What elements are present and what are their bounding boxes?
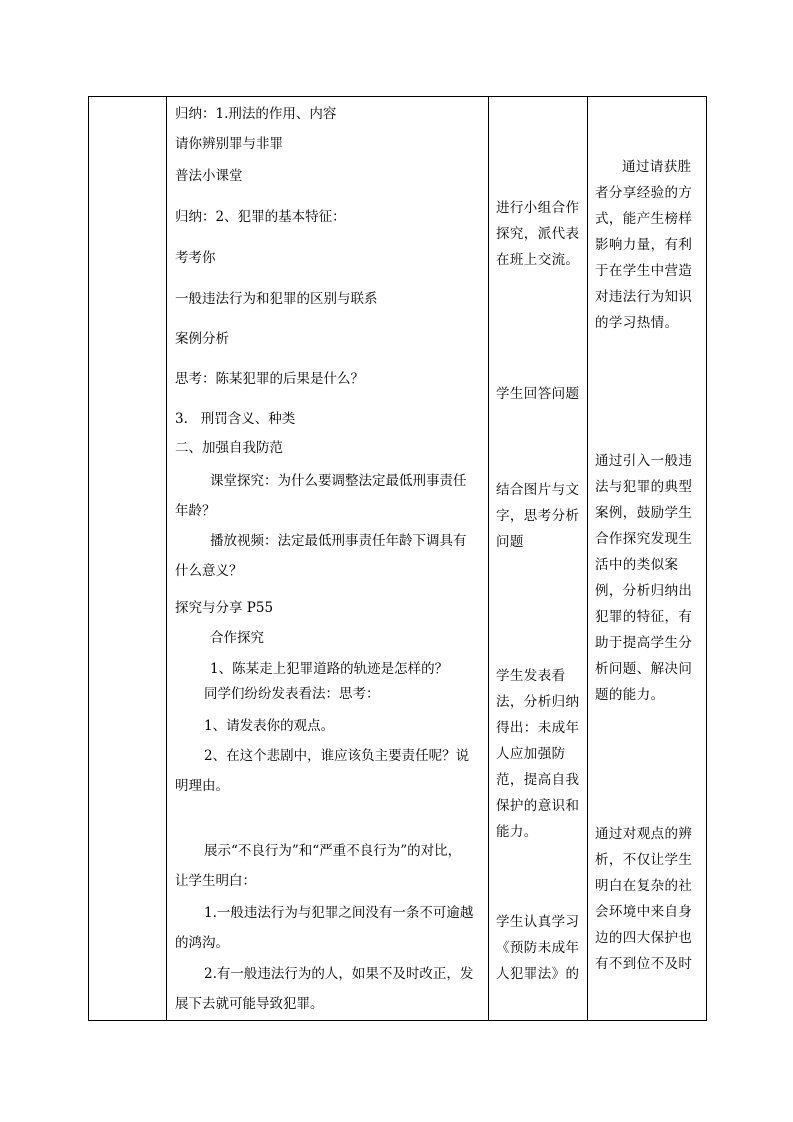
content-line: 展示“不良行为”和“严重不良行为”的对比，: [204, 843, 462, 859]
activity-line: 人犯罪法》的: [496, 966, 580, 982]
content-line: 1.一般违法行为与犯罪之间没有一条不可逾越: [204, 905, 474, 921]
intent-line: 有不到位不及时: [595, 956, 693, 972]
intent-line: 析，不仅让学生: [595, 852, 693, 868]
activity-line: 人应加强防: [496, 746, 566, 762]
activity-line: 学生回答问题: [496, 386, 580, 402]
activity-line: 能力。: [496, 824, 538, 840]
content-line: 同学们纷纷发表看法：思考：: [204, 686, 380, 702]
content-line: 展下去就可能导致犯罪。: [175, 996, 324, 1012]
intent-line: 式，能产生榜样: [595, 211, 693, 227]
content-line: 考考你: [175, 250, 216, 266]
content-line: 明理由。: [175, 778, 229, 794]
content-line: 2、在这个悲剧中，谁应该负主要责任呢？说: [204, 748, 470, 764]
activity-block: [496, 477, 579, 555]
activity-block: [496, 663, 579, 845]
content-line: 思考：陈某犯罪的后果是什么？: [175, 371, 364, 387]
activity-block: [496, 381, 579, 407]
activity-line: 问题: [496, 534, 524, 550]
intent-line: 活中的类似案: [595, 557, 679, 573]
content-line: 探究与分享 P55: [175, 600, 274, 616]
intent-line: 析问题、解决问: [595, 661, 693, 677]
intent-line: 合作探究发现生: [595, 531, 693, 547]
activity-block: [496, 195, 579, 273]
column-divider-2: [488, 97, 489, 1020]
content-line: 一般违法行为和犯罪的区别与联系: [175, 291, 378, 307]
content-line: 什么意义？: [175, 563, 243, 579]
activity-line: 得出：未成年: [496, 720, 580, 736]
content-line: 普法小课堂: [175, 168, 243, 184]
activity-line: 字，思考分析: [496, 508, 580, 524]
content-line: 归纳：1.刑法的作用、内容: [175, 106, 337, 122]
intent-line: 助于提高学生分: [595, 635, 693, 651]
content-line: 1、请发表你的观点。: [204, 718, 335, 734]
content-line: 播放视频：法定最低刑事责任年龄下调具有: [210, 533, 467, 549]
intent-line: 对违法行为知识: [595, 289, 693, 305]
intent-line: 于在学生中营造: [595, 263, 693, 279]
intent-block: [595, 448, 692, 708]
activity-line: 范，提高自我: [496, 772, 580, 788]
content-line: 年龄？: [175, 503, 216, 519]
activity-block: [496, 909, 579, 987]
intent-line: 通过请获胜: [622, 159, 692, 175]
intent-line: 题的能力。: [595, 687, 665, 703]
intent-line: 影响力量，有利: [595, 237, 693, 253]
activity-line: 在班上交流。: [496, 252, 580, 268]
content-line: 课堂探究：为什么要调整法定最低刑事责任: [210, 473, 467, 489]
activity-line: 探究，派代表: [496, 226, 580, 242]
content-line: 1、陈某走上犯罪道路的轨迹是怎样的？: [210, 661, 449, 677]
intent-line: 案例，鼓励学生: [595, 505, 693, 521]
content-line: 2.有一般违法行为的人，如果不及时改正，发: [204, 966, 474, 982]
intent-line: 明白在复杂的社: [595, 878, 693, 894]
intent-block: [595, 154, 692, 336]
activity-line: 进行小组合作: [496, 200, 580, 216]
lesson-plan-table: [88, 96, 707, 1021]
intent-line: 犯罪的特征，有: [595, 609, 693, 625]
intent-line: 例，分析归纳出: [595, 583, 693, 599]
intent-line: 通过对观点的辨: [595, 826, 693, 842]
activity-line: 法，分析归纳: [496, 694, 580, 710]
column-divider-1: [166, 97, 167, 1020]
intent-line: 会环境中来自身: [595, 904, 693, 920]
content-line: 合作探究: [210, 630, 264, 646]
content-line: 让学生明白：: [175, 873, 256, 889]
intent-block: [595, 821, 692, 977]
content-line: 的鸿沟。: [175, 935, 229, 951]
intent-line: 法与犯罪的典型: [595, 479, 693, 495]
content-line: 请你辨别罪与非罪: [175, 136, 283, 152]
content-line: 归纳：2、犯罪的基本特征：: [175, 209, 346, 225]
activity-line: 《预防未成年: [496, 940, 580, 956]
content-line: 案例分析: [175, 331, 229, 347]
section-heading: 二、加强自我防范: [175, 440, 283, 456]
column-divider-3: [587, 97, 588, 1020]
activity-line: 学生发表看: [496, 668, 566, 684]
activity-line: 保护的意识和: [496, 798, 580, 814]
intent-line: 的学习热情。: [595, 315, 679, 331]
intent-line: 边的四大保护也: [595, 930, 693, 946]
content-line: 3. 刑罚含义、种类: [175, 411, 296, 427]
activity-line: 结合图片与文: [496, 482, 580, 498]
intent-line: 通过引入一般违: [595, 453, 693, 469]
activity-line: 学生认真学习: [496, 914, 580, 930]
intent-line: 者分享经验的方: [595, 185, 693, 201]
